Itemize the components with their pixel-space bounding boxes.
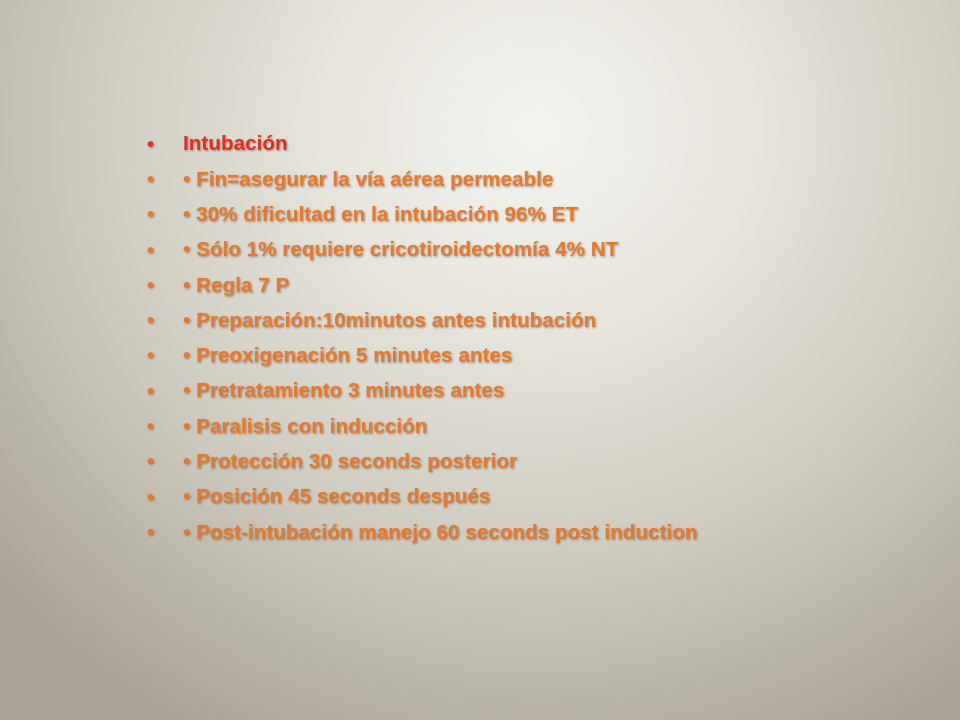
bullet-marker: • [147, 133, 155, 156]
list-item-text: • Fin=asegurar la vía aérea permeable [183, 167, 554, 191]
list-item-text: • Protección 30 seconds posterior [183, 450, 518, 474]
bullet-marker: • [147, 416, 155, 439]
bullet-marker: • [147, 380, 155, 403]
bullet-marker: • [147, 168, 155, 191]
list-item [147, 515, 927, 550]
list-item [147, 303, 927, 338]
list-item [147, 339, 927, 374]
list-item-text: • Sólo 1% requiere cricotiroidectomía 4% NT [183, 238, 619, 262]
list-item [147, 480, 927, 515]
list-item [147, 268, 927, 303]
list-item-text: • Paralisis con inducción [183, 414, 428, 438]
list-item [147, 198, 927, 233]
list-item-text: • Post-intubación manejo 60 seconds post induction [183, 520, 698, 544]
list-item-text: • Preoxigenación 5 minutes antes [183, 344, 513, 368]
list-item [147, 233, 927, 268]
bullet-marker: • [147, 274, 155, 297]
list-item [147, 409, 927, 444]
bullet-marker: • [147, 310, 155, 333]
bullet-marker: • [147, 486, 155, 509]
list-item [147, 162, 927, 197]
list-item-text: • Regla 7 P [183, 273, 290, 297]
bullet-list [147, 127, 927, 551]
list-item [147, 445, 927, 480]
bullet-marker: • [147, 345, 155, 368]
list-item-text: Intubación [183, 132, 288, 156]
list-item-text: • Preparación:10minutos antes intubación [183, 308, 597, 332]
bullet-marker: • [147, 204, 155, 227]
list-item-text: • Posición 45 seconds después [183, 485, 491, 509]
list-item [147, 374, 927, 409]
list-item-text: • 30% dificultad en la intubación 96% ET [183, 202, 579, 226]
list-item-text: • Pretratamiento 3 minutes antes [183, 379, 505, 403]
list-item [147, 127, 927, 162]
bullet-marker: • [147, 451, 155, 474]
bullet-marker: • [147, 239, 155, 262]
bullet-marker: • [147, 521, 155, 544]
